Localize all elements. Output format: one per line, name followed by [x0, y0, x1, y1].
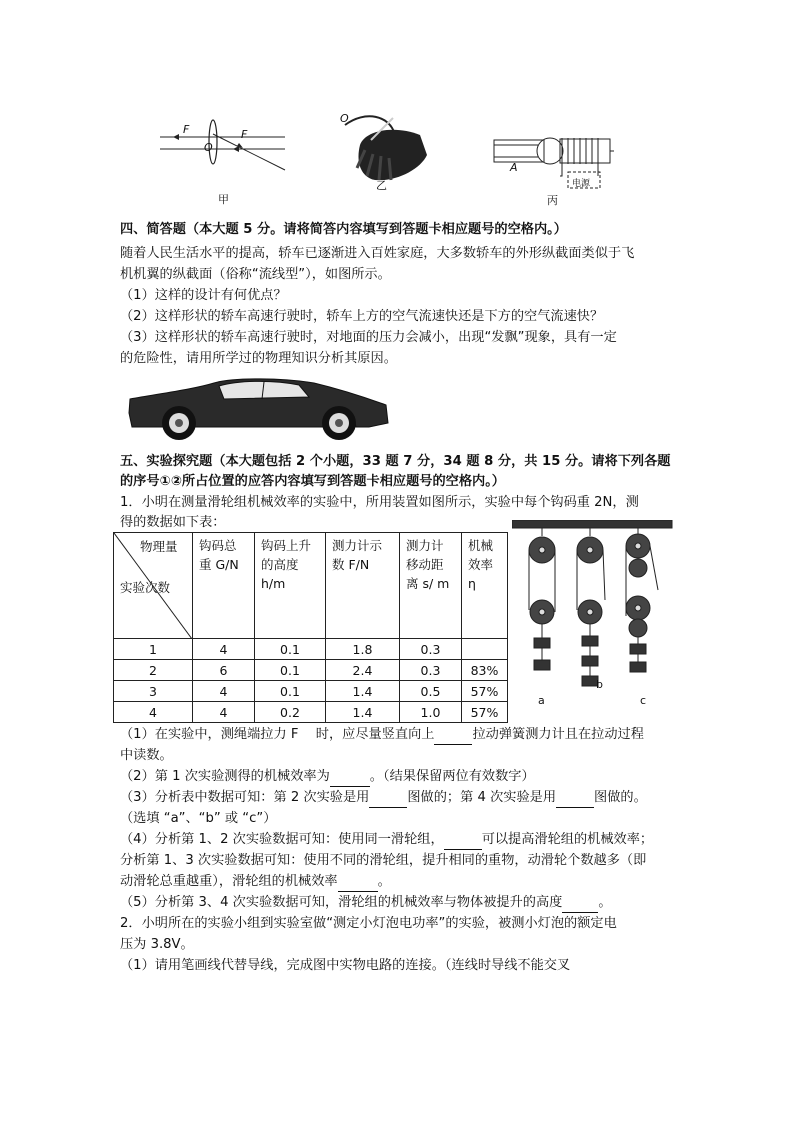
- table-cell: 57%: [462, 702, 508, 723]
- answer-blank-2[interactable]: [330, 768, 370, 787]
- p1-question2: [120, 768, 535, 787]
- problem1-intro-line2: 得的数据如下表：: [120, 515, 226, 530]
- pulley-label-a: a: [538, 694, 545, 707]
- p1-question4-line3: [120, 873, 391, 892]
- q3-text-c: 图做的。: [594, 790, 647, 805]
- q1-text-b: 拉动弹簧测力计且在拉动过程: [472, 727, 644, 742]
- table-header-row: [114, 533, 508, 639]
- table-diagonal-header: [114, 533, 193, 639]
- answer-blank-4a[interactable]: [444, 831, 482, 850]
- section4-intro-line2: 机机翼的纵截面（俗称“流线型”），如图所示。: [120, 267, 391, 282]
- figure-label-jia: 甲: [218, 193, 229, 206]
- lens-f-left-label: F: [183, 123, 190, 136]
- header-force-reading: 测力计示数 F/N: [332, 538, 383, 572]
- diag-bottom-label: 实验次数: [120, 580, 171, 595]
- table-cell: 57%: [462, 681, 508, 702]
- pulley-label-b: b: [596, 678, 603, 691]
- p1-question1-line2: 中读数。: [120, 748, 173, 763]
- table-cell: 1.0: [400, 702, 462, 723]
- section5-heading-line1: 五、实验探究题（本大题包括 2 个小题，33 题 7 分，34 题 8 分，共 15 分。请将下列各题: [120, 454, 671, 469]
- header-total-weight: 钩码总重 G/N: [199, 538, 239, 572]
- table-row: [114, 702, 508, 723]
- section4-intro-line1: 随着人民生活水平的提高，轿车已逐渐进入百姓家庭，大多数轿车的外形纵截面类似于飞: [120, 246, 635, 261]
- header-lift-height: 钩码上升的高度 h/m: [261, 538, 312, 591]
- table-cell: 6: [193, 660, 255, 681]
- q4-text-d: 动滑轮总重越重），滑轮组的机械效率: [120, 874, 338, 889]
- q2-text-a: （2）第 1 次实验测得的机械效率为: [120, 769, 330, 784]
- table-cell: 1.4: [326, 702, 400, 723]
- section4-question3-line2: 的危险性，请用所学过的物理知识分析其原因。: [120, 351, 397, 366]
- table-row: [114, 660, 508, 681]
- table-cell: 2: [114, 660, 193, 681]
- q5-text-b: 。: [598, 895, 612, 910]
- q3-text-b: 图做的；第 4 次实验是用: [407, 790, 557, 805]
- problem2-question1: （1）请用笔画线代替导线，完成图中实物电路的连接。（连线时导线不能交叉: [120, 958, 571, 973]
- table-cell: 0.5: [400, 681, 462, 702]
- section4-question1: （1）这样的设计有何优点？: [120, 288, 287, 303]
- q3-text-a: （3）分析表中数据可知：第 2 次实验是用: [120, 790, 370, 805]
- table-cell: 0.3: [400, 639, 462, 660]
- section4-heading: 四、简答题（本大题 5 分。请将简答内容填写到答题卡相应题号的空格内。）: [120, 222, 567, 237]
- problem2-intro-line1: 2．小明所在的实验小组到实验室做“测定小灯泡电功率”的实验，被测小灯泡的额定电: [120, 916, 617, 931]
- pulley-systems-figure: [512, 520, 674, 710]
- table-cell: 0.1: [255, 660, 326, 681]
- p1-question4-line2: 分析第 1、3 次实验数据可知：使用不同的滑轮组，提升相同的重物，动滑轮个数越多（即: [120, 853, 647, 868]
- q2-text-b: 。（结果保留两位有效数字）: [369, 769, 535, 784]
- diag-top-label: 物理量: [140, 539, 178, 554]
- table-cell: 4: [114, 702, 193, 723]
- answer-blank-3a[interactable]: [369, 789, 407, 808]
- answer-blank-3b[interactable]: [556, 789, 594, 808]
- table-cell: 1.4: [326, 681, 400, 702]
- p1-question3-line2: （选填 “a”、“b” 或 “c”）: [120, 811, 277, 826]
- table-row: [114, 681, 508, 702]
- q4-text-e: 。: [377, 874, 391, 889]
- table-cell: 0.1: [255, 639, 326, 660]
- p1-question3-line1: [120, 789, 647, 808]
- header-move-distance: 测力计移动距离 s/ m: [406, 538, 450, 591]
- hand-o-label: O: [340, 112, 349, 125]
- table-cell: 83%: [462, 660, 508, 681]
- figure-label-yi: 乙: [376, 179, 387, 192]
- answer-blank-4b[interactable]: [338, 873, 378, 892]
- table-cell: 1: [114, 639, 193, 660]
- table-cell: 4: [193, 702, 255, 723]
- figure-label-bing: 丙: [547, 194, 558, 207]
- answer-blank-5[interactable]: [562, 894, 598, 913]
- q5-text-a: （5）分析第 3、4 次实验数据可知，滑轮组的机械效率与物体被提升的高度: [120, 895, 563, 910]
- q4-text-b: 可以提高滑轮组的机械效率；: [481, 832, 654, 847]
- lens-o-label: O: [204, 141, 213, 154]
- car-figure: [124, 375, 394, 443]
- p1-question4-line1: [120, 831, 653, 850]
- table-cell: 4: [193, 681, 255, 702]
- q1-text-a: （1）在实验中，测绳端拉力 F 时，应尽量竖直向上: [120, 727, 435, 742]
- answer-blank-1[interactable]: [434, 726, 472, 745]
- table-cell: 4: [193, 639, 255, 660]
- q4-text-a: （4）分析第 1、2 次实验数据可知：使用同一滑轮组，: [120, 832, 444, 847]
- lens-f-right-label: F: [241, 128, 248, 141]
- lens-figure: [155, 112, 295, 172]
- problem2-intro-line2: 压为 3.8V。: [120, 937, 194, 952]
- table-cell: 2.4: [326, 660, 400, 681]
- pulley-data-table: [113, 532, 508, 723]
- section5-heading-line2: 的序号①②所占位置的应答内容填写到答题卡相应题号的空格内。）: [120, 474, 505, 489]
- table-cell: 0.2: [255, 702, 326, 723]
- pulley-label-c: c: [640, 694, 647, 707]
- section4-question2: （2）这样形状的轿车高速行驶时，轿车上方的空气流速快还是下方的空气流速快？: [120, 309, 604, 324]
- table-cell: 3: [114, 681, 193, 702]
- section4-question3-line1: （3）这样形状的轿车高速行驶时，对地面的压力会减小，出现“发飘”现象，具有一定: [120, 330, 617, 345]
- power-supply-label: 电源: [572, 179, 591, 189]
- p1-question5: [120, 894, 612, 913]
- solenoid-a-label: A: [510, 161, 518, 174]
- table-cell: [462, 639, 508, 660]
- table-cell: 0.3: [400, 660, 462, 681]
- table-cell: 1.8: [326, 639, 400, 660]
- problem1-intro-line1: 1．小明在测量滑轮组机械效率的实验中，所用装置如图所示，实验中每个钩码重 2N，测: [120, 495, 639, 510]
- p1-question1-line1: [120, 726, 644, 745]
- table-cell: 0.1: [255, 681, 326, 702]
- table-row: [114, 639, 508, 660]
- header-efficiency: 机械效率 η: [468, 538, 494, 591]
